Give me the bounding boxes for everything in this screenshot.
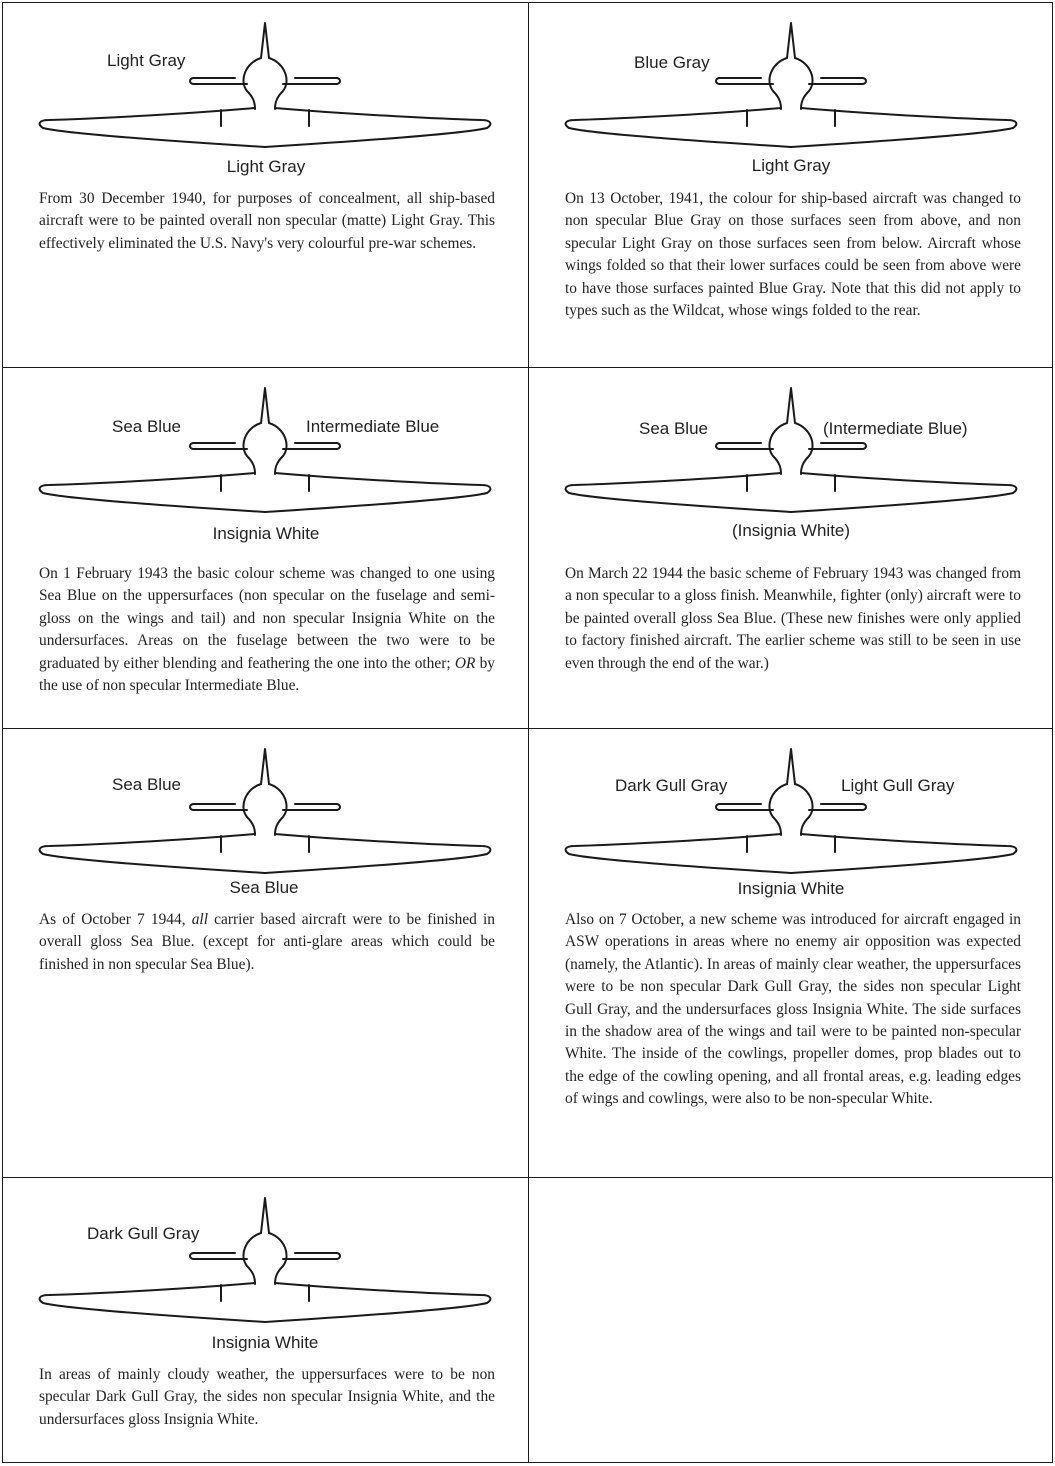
scheme-panel-mar-1944: [528, 367, 1053, 730]
side-surface-label: Intermediate Blue: [306, 417, 440, 436]
upper-surface-label: Sea Blue: [112, 417, 181, 436]
upper-surface-label: Light Gray: [107, 51, 186, 70]
lower-surface-label: Sea Blue: [229, 878, 299, 897]
upper-surface-label: Dark Gull Gray: [615, 776, 728, 795]
scheme-description: On 13 October, 1941, the colour for ship-based aircraft was changed to non specular Blue Gray on those surfaces seen from above, and non specular Light Gray on those surfaces seen from below. Aircraft whose wings folded so that their lower surfaces could be seen from above were to have those surfaces painted Blue Gray. Note that this did not apply to types such as the Wildcat, whose wings folded to the rear.: [565, 190, 1021, 320]
scheme-description: Also on 7 October, a new scheme was introduced for aircraft engaged in ASW operations in areas where no enemy air opposition was expected (namely, the Atlantic). In areas of mainly clear weather, the uppersurfaces were to be non specular Dark Gull Gray, the sides non specular Light Gull Gray, and the undersurfaces gloss Insignia White. The side surfaces in the shadow area of the wings and tail were to be painted non-specular White. The inside of the cowlings, propeller domes, prop blades out to the edge of the cowling opening, and all frontal areas, e.g. leading edges of wings and cowlings, were also to be non-specular White.: [565, 911, 1021, 1108]
scheme-panel-oct-1944: [2, 728, 530, 1179]
scheme-panel-1940: [2, 2, 530, 369]
empty-panel: [528, 1177, 1053, 1463]
scheme-grid: [2, 2, 1053, 1463]
scheme-description: In areas of mainly cloudy weather, the uppersurfaces were to be non specular Dark Gull Gray, the sides non specular Insignia White, and the undersurfaces gloss Insignia White.: [39, 1366, 495, 1428]
upper-surface-label: Dark Gull Gray: [87, 1224, 200, 1243]
side-surface-label: (Intermediate Blue): [823, 419, 968, 438]
scheme-panel-asw-cloudy: [2, 1177, 530, 1463]
side-surface-label: Light Gull Gray: [841, 776, 955, 795]
upper-surface-label: Sea Blue: [639, 419, 708, 438]
scheme-description: On March 22 1944 the basic scheme of February 1943 was changed from a non specular to a gloss finish. Meanwhile, fighter (only) aircraft were to be painted overall gloss Sea Blue. (These new finishes were only applied to factory finished aircraft. The earlier scheme was still to be seen in use even through the end of the war.): [565, 565, 1021, 672]
lower-surface-label: Insignia White: [211, 1333, 319, 1352]
lower-surface-label: Insignia White: [212, 524, 320, 543]
lower-surface-label: Light Gray: [751, 156, 831, 175]
scheme-panel-1941: [528, 2, 1053, 369]
scheme-panel-asw-clear: [528, 728, 1053, 1179]
scheme-description: As of October 7 1944, all carrier based aircraft were to be finished in overall gloss Sea Blue. (except for anti-glare areas which could be finished in non specular Sea Blue).: [39, 911, 495, 973]
scheme-description: On 1 February 1943 the basic colour scheme was changed to one using Sea Blue on the uppersurfaces (non specular on the fuselage and semi-gloss on the wings and tail) and non specular Insignia White on the undersurfaces. Areas on the fuselage between the two were to be graduated by either blending and feathering the one into the other; OR by the use of non specular Intermediate Blue.: [39, 565, 495, 695]
upper-surface-label: Sea Blue: [112, 775, 181, 794]
aircraft-planform-icon: [529, 368, 1053, 588]
scheme-description: From 30 December 1940, for purposes of concealment, all ship-based aircraft were to be painted overall non specular (matte) Light Gray. This effectively eliminated the U.S. Navy's very colourful pre-war schemes.: [39, 190, 495, 252]
aircraft-planform-icon: [3, 368, 528, 588]
lower-surface-label: (Insignia White): [731, 521, 851, 540]
scheme-panel-feb-1943: [2, 367, 530, 730]
lower-surface-label: Insignia White: [737, 879, 845, 898]
lower-surface-label: Light Gray: [226, 157, 306, 176]
upper-surface-label: Blue Gray: [634, 53, 710, 72]
